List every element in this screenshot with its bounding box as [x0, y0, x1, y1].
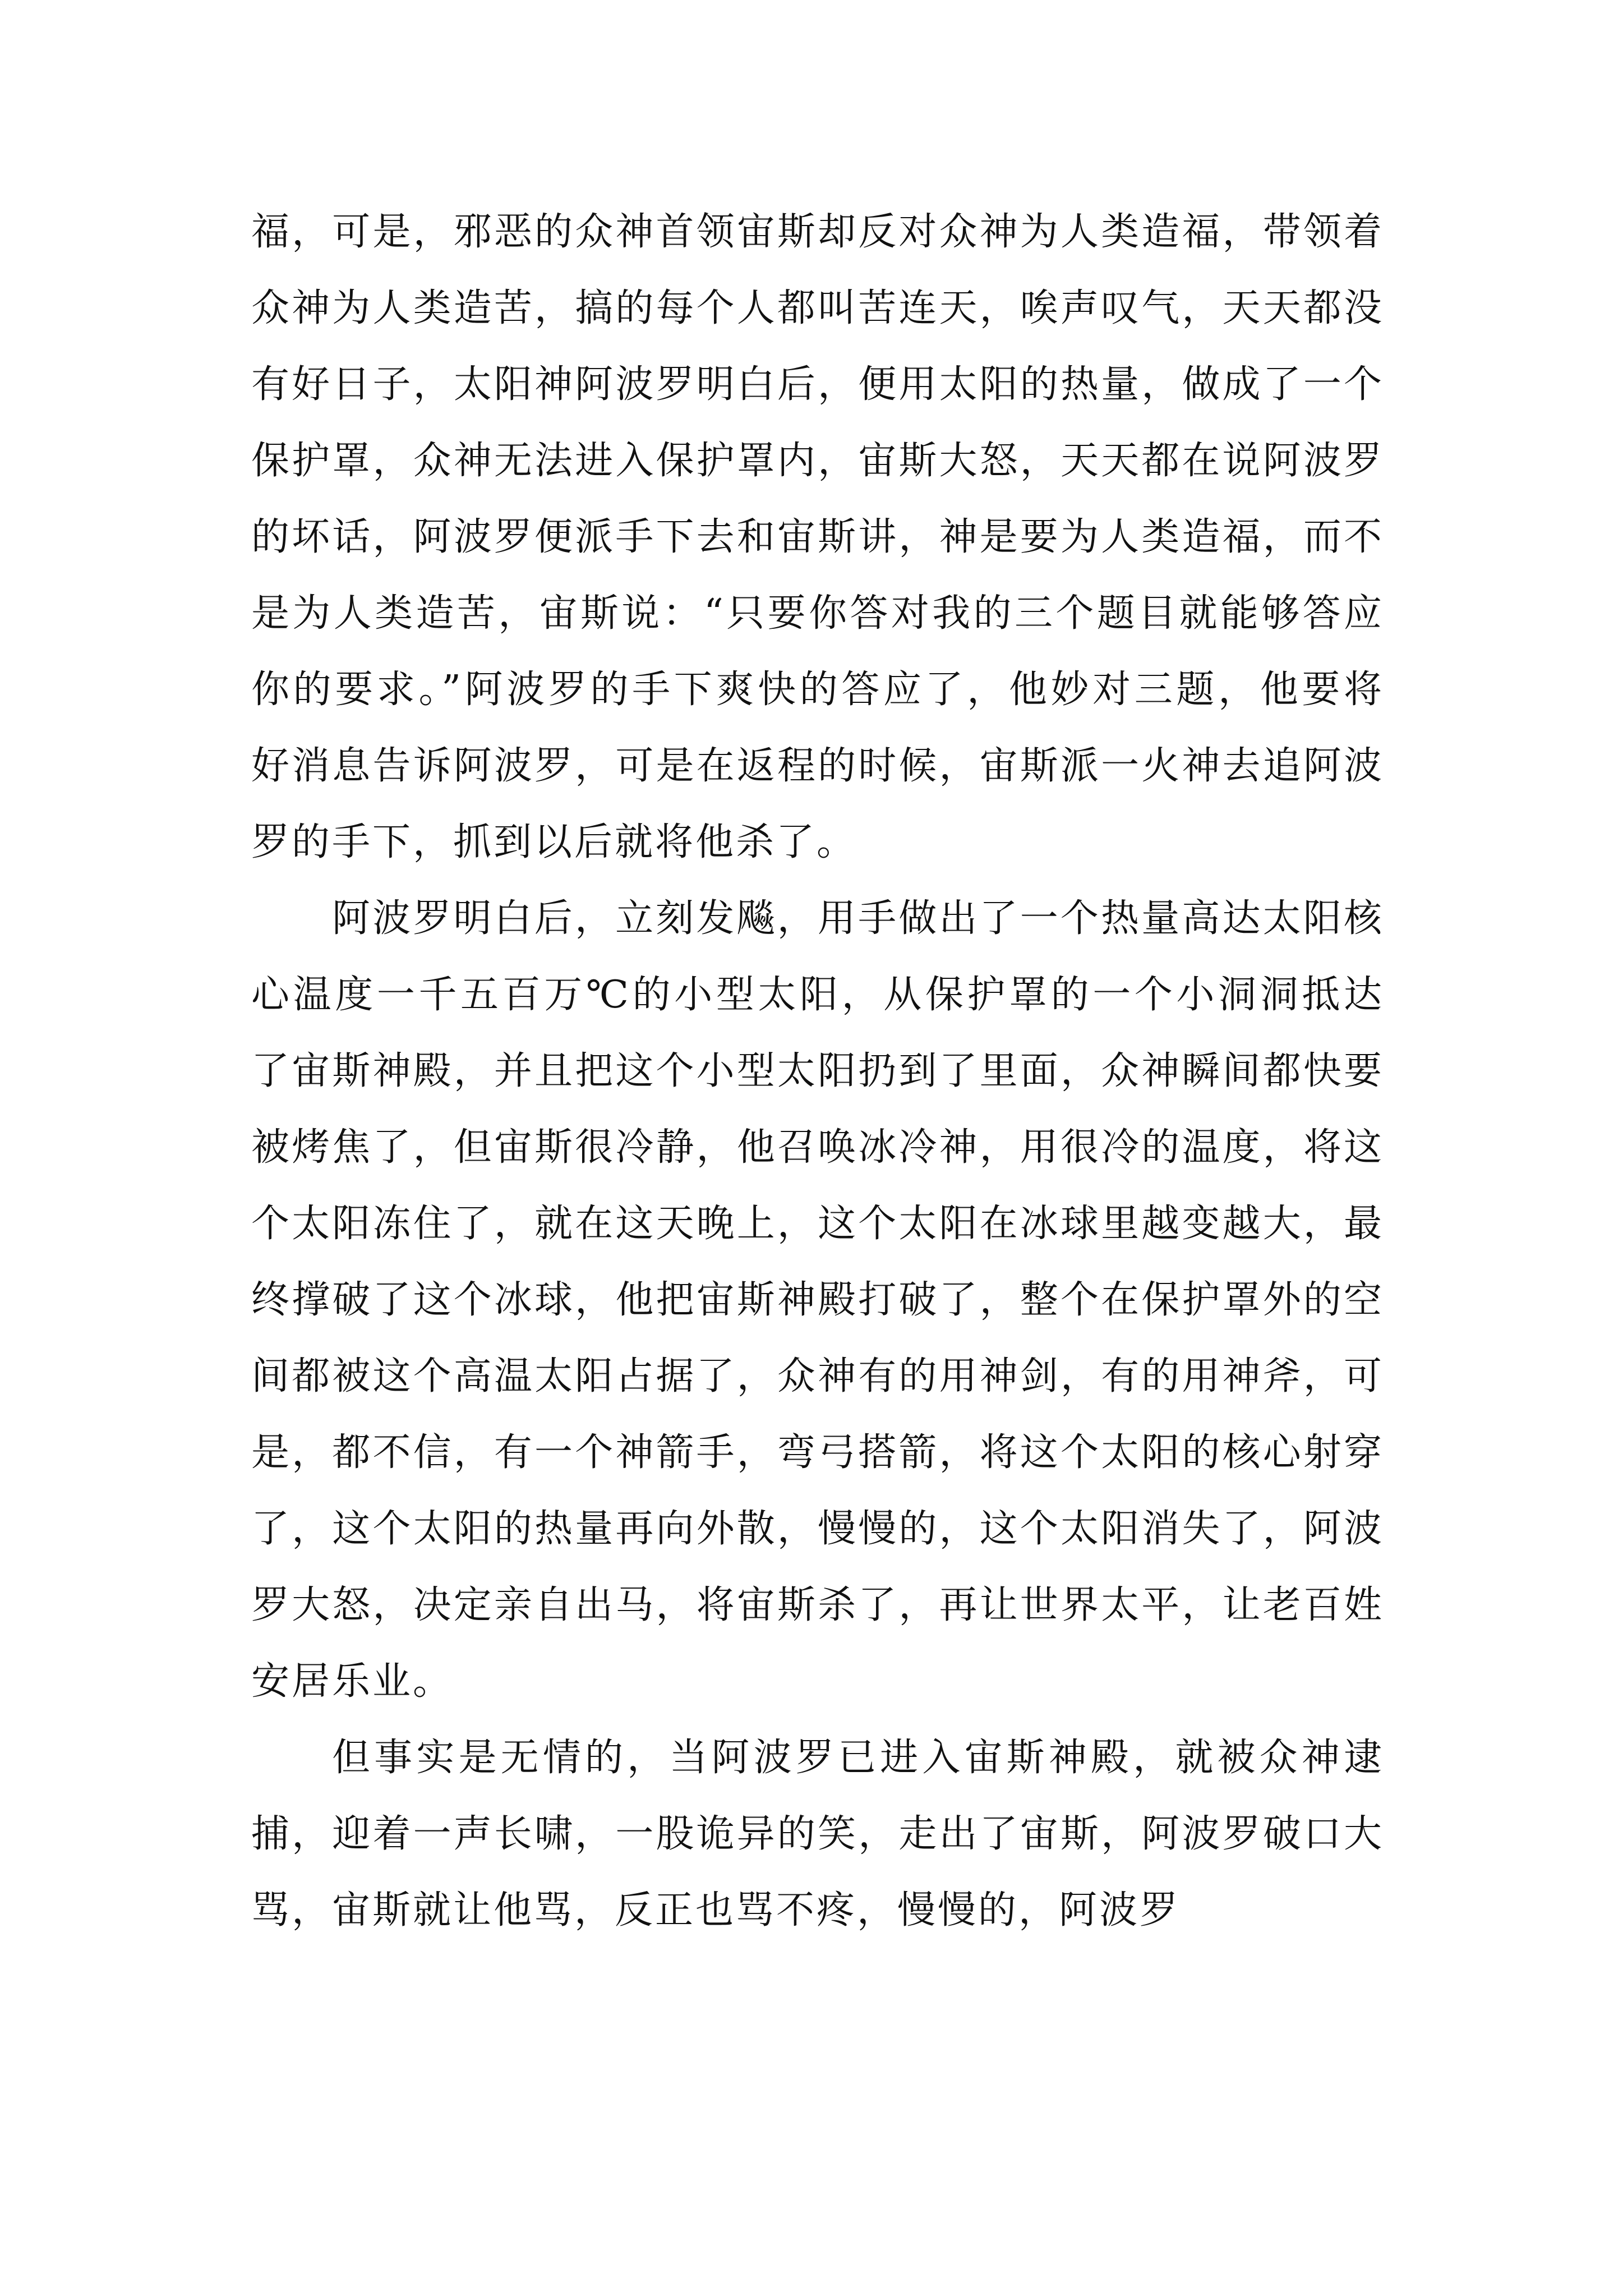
document-body — [251, 194, 1384, 1949]
paragraph-1: 福，可是，邪恶的众神首领宙斯却反对众神为人类造福，带领着众神为人类造苦，搞的每个人都叫苦连天，唉声叹气，天天都没有好日子，太阳神阿波罗明白后，便用太阳的热量，做成了一个保护罩，众神无法进入保护罩内，宙斯大怒，天天都在说阿波罗的坏话，阿波罗便派手下去和宙斯讲，神是要为人类造福，而不是为人类造苦，宙斯说：“只要你答对我的三个题目就能够答应你的要求。”阿波罗的手下爽快的答应了，他妙对三题，他要将好消息告诉阿波罗，可是在返程的时候，宙斯派一火神去追阿波罗的手下，抓到以后就将他杀了。 — [251, 210, 1384, 864]
paragraph-3: 但事实是无情的，当阿波罗已进入宙斯神殿，就被众神逮捕，迎着一声长啸，一股诡异的笑，走出了宙斯，阿波罗破口大骂，宙斯就让他骂，反正也骂不疼，慢慢的，阿波罗 — [251, 1736, 1384, 1932]
paragraph-2: 阿波罗明白后，立刻发飚，用手做出了一个热量高达太阳核心温度一千五百万℃的小型太阳，从保护罩的一个小洞洞抵达了宙斯神殿，并且把这个小型太阳扔到了里面，众神瞬间都快要被烤焦了，但宙斯很冷静，他召唤冰冷神，用很冷的温度，将这个太阳冻住了，就在这天晚上，这个太阳在冰球里越变越大，最终撑破了这个冰球，他把宙斯神殿打破了，整个在保护罩外的空间都被这个高温太阳占据了，众神有的用神剑，有的用神斧，可是，都不信，有一个神箭手，弯弓搭箭，将这个太阳的核心射穿了，这个太阳的热量再向外散，慢慢的，这个太阳消失了，阿波罗大怒，决定亲自出马，将宙斯杀了，再让世界太平，让老百姓安居乐业。 — [251, 896, 1384, 1704]
